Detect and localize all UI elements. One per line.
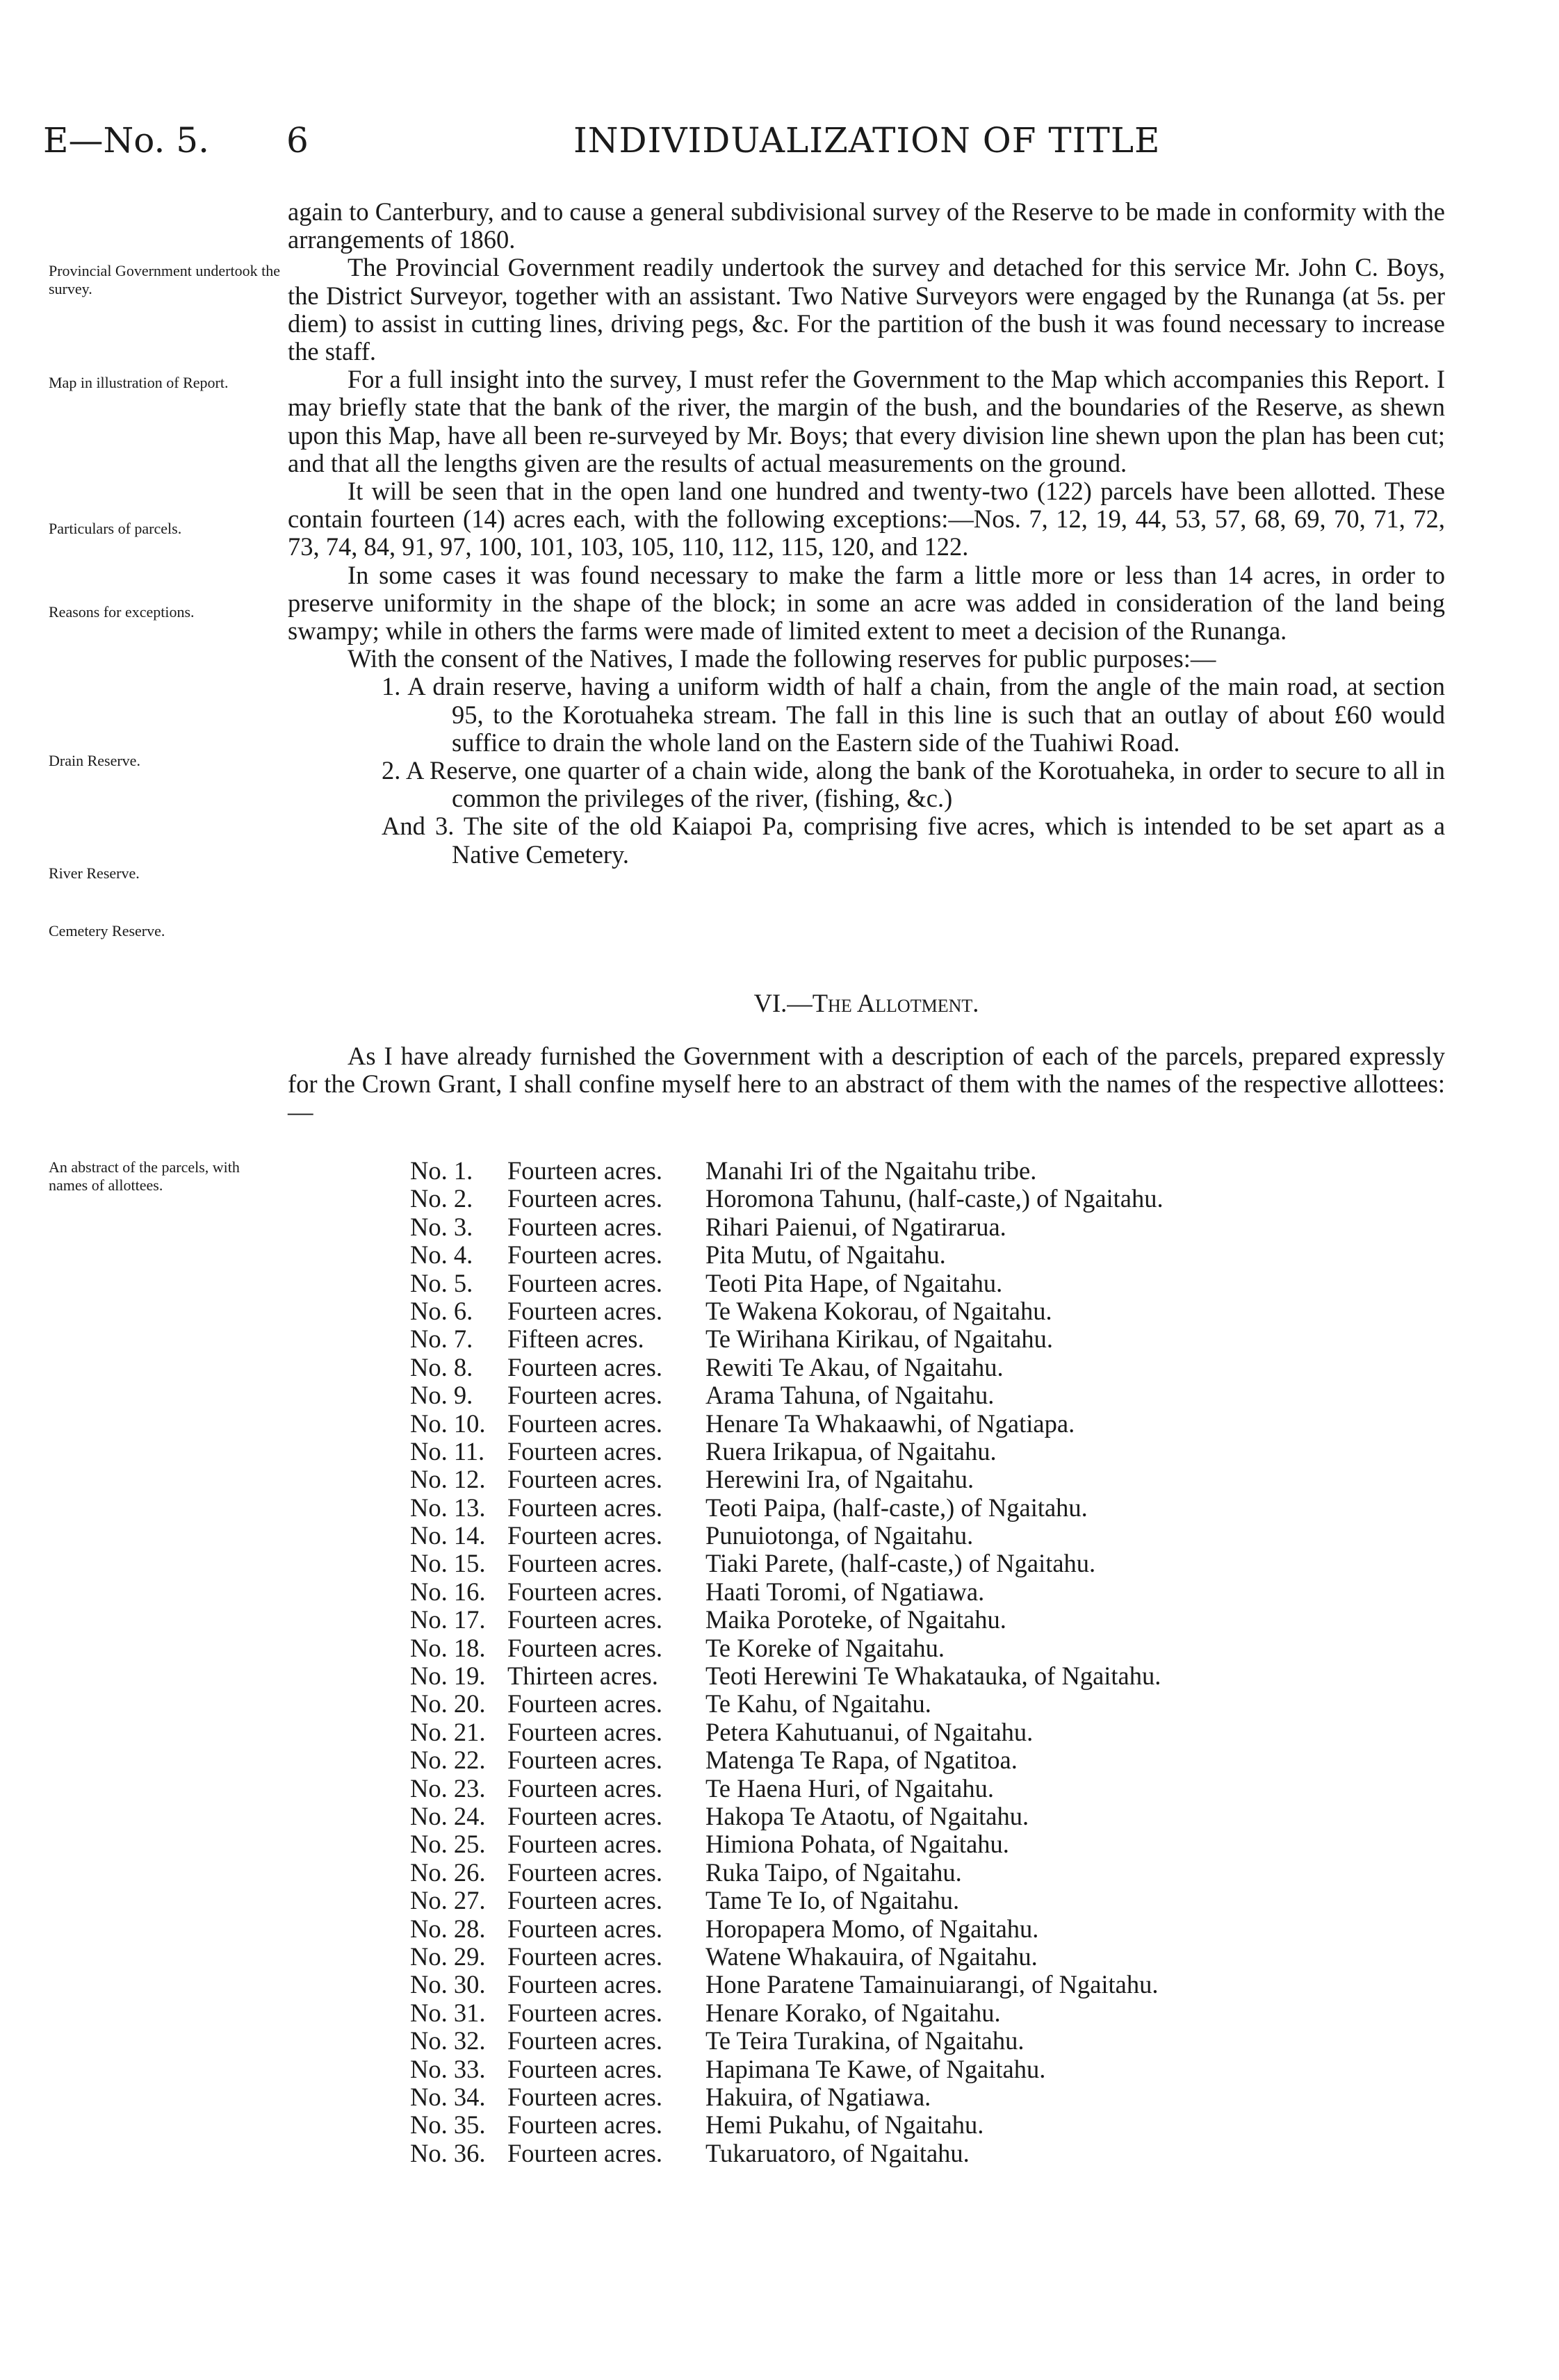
allotment-number: No. 2.: [410, 1184, 473, 1213]
allottee-name: Henare Ta Whakaawhi, of Ngatiapa.: [705, 1409, 1075, 1438]
allotment-area: Fourteen acres.: [507, 1212, 662, 1241]
paragraph-abstract: As I have already furnished the Government with a description of each of the parcels, prepared expressly for the Crown Grant, I shall confine myself here to an abstract of them with the names of the respective allottees:—: [288, 1042, 1445, 1126]
allotment-area: Fourteen acres.: [507, 1577, 662, 1606]
allotment-number: No. 25.: [410, 1830, 486, 1859]
list-item: [410, 2055, 1164, 2083]
allotment-number: No. 27.: [410, 1886, 486, 1915]
margin-note-provincial: Provincial Government undertook the survey.: [49, 262, 280, 297]
list-item: [410, 1690, 1164, 1718]
allotment-number: No. 7.: [410, 1324, 473, 1354]
allottee-name: Pita Mutu, of Ngaitahu.: [705, 1240, 946, 1270]
reserve-text: A drain reserve, having a uniform width of half a chain, from the angle of the main road, at section 95, to the Korotuaheka stream. The fall in this line is such that an outlay of about £60 would suffice to drain the whole land on the Eastern side of the Tuahiwi Road.: [407, 672, 1445, 757]
allotment-number: No. 24.: [410, 1801, 486, 1830]
allottee-name: Teoti Paipa, (half-caste,) of Ngaitahu.: [705, 1493, 1088, 1522]
list-item: [410, 2140, 1164, 2167]
allotment-number: No. 16.: [410, 1577, 486, 1606]
allotment-area: Fourteen acres.: [507, 1633, 662, 1662]
margin-note-river: River Reserve.: [49, 864, 140, 882]
allotment-area: Fourteen acres.: [507, 1493, 662, 1522]
allottee-name: Horopapera Momo, of Ngaitahu.: [705, 1914, 1039, 1943]
allotment-number: No. 31.: [410, 1998, 486, 2027]
document-code: E—No. 5.: [43, 120, 209, 161]
list-item: [410, 2083, 1164, 2111]
list-item: [410, 1410, 1164, 1438]
allottee-name: Tukaruatoro, of Ngaitahu.: [705, 2138, 970, 2167]
paragraph-continuation: again to Canterbury, and to cause a general subdivisional survey of the Reserve to be made in conformity with the arrangements of 1860.: [288, 197, 1445, 254]
margin-note-particulars: Particulars of parcels.: [49, 520, 182, 537]
list-item: [410, 1775, 1164, 1803]
allotment-number: No. 6.: [410, 1296, 473, 1325]
allotment-area: Fourteen acres.: [507, 1549, 662, 1578]
list-item: [410, 1971, 1164, 1999]
list-item: [410, 1859, 1164, 1887]
list-item: [410, 1297, 1164, 1325]
allottee-name: Te Wirihana Kirikau, of Ngaitahu.: [705, 1324, 1054, 1354]
allotment-number: No. 23.: [410, 1773, 486, 1803]
allotment-area: Fourteen acres.: [507, 1296, 662, 1325]
allotment-number: No. 3.: [410, 1212, 473, 1241]
reserve-number: And 3.: [382, 812, 455, 841]
list-item: [410, 1887, 1164, 1914]
allotment-number: No. 28.: [410, 1914, 486, 1943]
allotment-number: No. 19.: [410, 1661, 486, 1691]
list-item: [410, 1270, 1164, 1297]
allotment-number: No. 12.: [410, 1465, 486, 1494]
allotment-number: No. 32.: [410, 2026, 486, 2055]
list-item: [410, 1606, 1164, 1634]
allotment-number: No. 14.: [410, 1521, 486, 1550]
allottee-name: Te Wakena Kokorau, of Ngaitahu.: [705, 1296, 1052, 1325]
list-item: [410, 1830, 1164, 1858]
list-item: [410, 1718, 1164, 1746]
allotment-area: Fourteen acres.: [507, 1914, 662, 1943]
allotment-area: Fourteen acres.: [507, 1465, 662, 1494]
allottee-name: Arama Tahuna, of Ngaitahu.: [705, 1381, 995, 1410]
allotment-number: No. 10.: [410, 1409, 486, 1438]
allottee-name: Rewiti Te Akau, of Ngaitahu.: [705, 1352, 1004, 1381]
allotment-area: Fifteen acres.: [507, 1324, 644, 1354]
body-text: [288, 198, 1445, 869]
allotment-number: No. 4.: [410, 1240, 473, 1270]
list-item: [410, 1157, 1164, 1185]
allotment-number: No. 20.: [410, 1689, 486, 1718]
allotment-number: No. 1.: [410, 1156, 473, 1185]
allottee-name: Te Teira Turakina, of Ngaitahu.: [705, 2026, 1025, 2055]
list-item: [410, 1438, 1164, 1466]
section-heading: VI.—The Allotment.: [753, 989, 979, 1017]
allotment-area: Fourteen acres.: [507, 1970, 662, 1999]
paragraph-exceptions: In some cases it was found necessary to make the farm a little more or less than 14 acres, in order to preserve uniformity in the shape of the block; in some an acre was added in consideration of the land being swampy; while in others the farms were made of limited extent to meet a decision of the Runanga.: [288, 560, 1445, 646]
allottee-name: Hakuira, of Ngatiawa.: [705, 2082, 931, 2111]
list-item: [410, 1803, 1164, 1830]
allotment-area: Fourteen acres.: [507, 1268, 662, 1297]
allotment-number: No. 8.: [410, 1352, 473, 1381]
allotment-area: Fourteen acres.: [507, 1156, 662, 1185]
list-item: [410, 1241, 1164, 1269]
allottee-name: Matenga Te Rapa, of Ngatitoa.: [705, 1746, 1018, 1775]
allotment-number: No. 15.: [410, 1549, 486, 1578]
list-item: [410, 1578, 1164, 1606]
allotment-number: No. 21.: [410, 1717, 486, 1746]
allottee-name: Tame Te Io, of Ngaitahu.: [705, 1886, 960, 1915]
allotment-number: No. 5.: [410, 1268, 473, 1297]
allotment-area: Fourteen acres.: [507, 1773, 662, 1803]
reserve-item-river: [288, 757, 1445, 812]
allotment-number: No. 33.: [410, 2054, 486, 2083]
allotment-area: Fourteen acres.: [507, 1857, 662, 1887]
paragraph-parcels: It will be seen that in the open land one hundred and twenty-two (122) parcels have been allotted. These contain fourteen (14) acres each, with the following exceptions:—Nos. 7, 12, 19, 44, 53, 57, 68, 69, 70, 71, 72, 73, 74, 84, 91, 97, 100, 101, 103, 105, 110, 112, 115, 120, and 122.: [288, 477, 1445, 561]
allotment-area: Fourteen acres.: [507, 2082, 662, 2111]
allottee-name: Hapimana Te Kawe, of Ngaitahu.: [705, 2054, 1046, 2083]
list-item: [410, 1522, 1164, 1550]
list-item: [410, 1999, 1164, 2027]
allottee-name: Manahi Iri of the Ngaitahu tribe.: [705, 1156, 1037, 1185]
allotment-area: Thirteen acres.: [507, 1661, 658, 1691]
allotment-number: No. 9.: [410, 1381, 473, 1410]
page-title: INDIVIDUALIZATION OF TITLE: [573, 120, 1161, 161]
body-text-abstract: [288, 1042, 1445, 1126]
allotment-area: Fourteen acres.: [507, 1605, 662, 1634]
list-item: [410, 1634, 1164, 1662]
allottee-name: Horomona Tahunu, (half-caste,) of Ngaitahu.: [705, 1184, 1164, 1213]
paragraph-reserves-intro: With the consent of the Natives, I made the following reserves for public purposes:—: [348, 644, 1216, 673]
margin-note-abstract: An abstract of the parcels, with names of allottees.: [49, 1158, 240, 1194]
allotment-area: Fourteen acres.: [507, 2054, 662, 2083]
allottee-name: Teoti Pita Hape, of Ngaitahu.: [705, 1268, 1003, 1297]
allottee-name: Himiona Pohata, of Ngaitahu.: [705, 1830, 1009, 1859]
reserve-item-cemetery: [288, 812, 1445, 868]
reserve-item-drain: [288, 673, 1445, 757]
allotment-area: Fourteen acres.: [507, 1717, 662, 1746]
list-item: [410, 2027, 1164, 2055]
list-item: [410, 1494, 1164, 1522]
allotment-number: No. 13.: [410, 1493, 486, 1522]
allotment-area: Fourteen acres.: [507, 2026, 662, 2055]
allotment-area: Fourteen acres.: [507, 1436, 662, 1466]
allotment-area: Fourteen acres.: [507, 1746, 662, 1775]
allotment-number: No. 17.: [410, 1605, 486, 1634]
list-item: [410, 1325, 1164, 1353]
list-item: [410, 1354, 1164, 1381]
allotment-number: No. 22.: [410, 1746, 486, 1775]
allotment-area: Fourteen acres.: [507, 2110, 662, 2140]
list-item: [410, 1662, 1164, 1690]
paragraph-provincial: The Provincial Government readily undertook the survey and detached for this service Mr. John C. Boys, the District Surveyor, together with an assistant. Two Native Surveyors were engaged by the Runanga (at 5s. per diem) to assist in cutting lines, driving pegs, &c. For the partition of the bush it was found necessary to increase the staff.: [288, 253, 1445, 366]
paragraph-map: For a full insight into the survey, I must refer the Government to the Map which accompanies this Report. I may briefly state that the bank of the river, the margin of the bush, and the boundaries of the Reserve, as shewn upon this Map, have all been re-surveyed by Mr. Boys; that every division line shewn upon the plan has been cut; and that all the lengths given are the results of actual measurements on the ground.: [288, 365, 1445, 477]
allottee-name: Maika Poroteke, of Ngaitahu.: [705, 1605, 1006, 1634]
allotment-number: No. 11.: [410, 1436, 485, 1466]
allotment-area: Fourteen acres.: [507, 1381, 662, 1410]
list-item: [410, 1213, 1164, 1241]
allotment-area: Fourteen acres.: [507, 1886, 662, 1915]
allotment-number: No. 26.: [410, 1857, 486, 1887]
allottee-name: Hemi Pukahu, of Ngaitahu.: [705, 2110, 984, 2140]
page-number: 6: [286, 120, 309, 161]
allottee-name: Teoti Herewini Te Whakatauka, of Ngaitahu.: [705, 1661, 1161, 1691]
allottee-name: Punuiotonga, of Ngaitahu.: [705, 1521, 974, 1550]
allotment-number: No. 29.: [410, 1942, 486, 1971]
reserve-number: 2.: [382, 756, 401, 785]
allottee-name: Ruera Irikapua, of Ngaitahu.: [705, 1436, 997, 1466]
allotment-area: Fourteen acres.: [507, 1942, 662, 1971]
margin-note-drain: Drain Reserve.: [49, 752, 140, 769]
allottee-name: Haati Toromi, of Ngatiawa.: [705, 1577, 985, 1606]
allotment-area: Fourteen acres.: [507, 1409, 662, 1438]
allotment-area: Fourteen acres.: [507, 1998, 662, 2027]
allottee-name: Hakopa Te Ataotu, of Ngaitahu.: [705, 1801, 1029, 1830]
allotment-area: Fourteen acres.: [507, 1352, 662, 1381]
allottee-name: Te Koreke of Ngaitahu.: [705, 1633, 945, 1662]
allotment-area: Fourteen acres.: [507, 1830, 662, 1859]
list-item: [410, 1915, 1164, 1943]
margin-note-map: Map in illustration of Report.: [49, 374, 229, 391]
list-item: [410, 1943, 1164, 1971]
margin-note-cemetery: Cemetery Reserve.: [49, 922, 165, 939]
allotment-area: Fourteen acres.: [507, 1801, 662, 1830]
allottee-name: Te Kahu, of Ngaitahu.: [705, 1689, 931, 1718]
allotment-area: Fourteen acres.: [507, 1521, 662, 1550]
allotment-number: No. 30.: [410, 1970, 486, 1999]
allotment-number: No. 36.: [410, 2138, 486, 2167]
reserve-text: The site of the old Kaiapoi Pa, comprising five acres, which is intended to be set apart as a Native Cemetery.: [452, 812, 1446, 869]
allotment-list: [410, 1157, 1164, 2167]
list-item: [410, 1185, 1164, 1213]
margin-note-reasons: Reasons for exceptions.: [49, 603, 195, 621]
allotment-area: Fourteen acres.: [507, 1240, 662, 1270]
allottee-name: Rihari Paienui, of Ngatirarua.: [705, 1212, 1006, 1241]
list-item: [410, 1746, 1164, 1774]
allotment-number: No. 35.: [410, 2110, 486, 2140]
allotment-area: Fourteen acres.: [507, 1689, 662, 1718]
reserve-number: 1.: [382, 672, 401, 701]
allottee-name: Henare Korako, of Ngaitahu.: [705, 1998, 1001, 2027]
allottee-name: Ruka Taipo, of Ngaitahu.: [705, 1857, 962, 1887]
reserve-text: A Reserve, one quarter of a chain wide, along the bank of the Korotuaheka, in order to secure to all in common the privileges of the river, (fishing, &c.): [406, 756, 1445, 813]
allottee-name: Hone Paratene Tamainuiarangi, of Ngaitahu.: [705, 1970, 1159, 1999]
list-item: [410, 1381, 1164, 1409]
allottee-name: Tiaki Parete, (half-caste,) of Ngaitahu.: [705, 1549, 1096, 1578]
allottee-name: Watene Whakauira, of Ngaitahu.: [705, 1942, 1038, 1971]
allotment-area: Fourteen acres.: [507, 2138, 662, 2167]
allotment-area: Fourteen acres.: [507, 1184, 662, 1213]
allottee-name: Petera Kahutuanui, of Ngaitahu.: [705, 1717, 1034, 1746]
allottee-name: Herewini Ira, of Ngaitahu.: [705, 1465, 974, 1494]
list-item: [410, 2111, 1164, 2139]
allotment-number: No. 34.: [410, 2082, 486, 2111]
allottee-name: Te Haena Huri, of Ngaitahu.: [705, 1773, 995, 1803]
list-item: [410, 1466, 1164, 1493]
list-item: [410, 1550, 1164, 1577]
allotment-number: No. 18.: [410, 1633, 486, 1662]
